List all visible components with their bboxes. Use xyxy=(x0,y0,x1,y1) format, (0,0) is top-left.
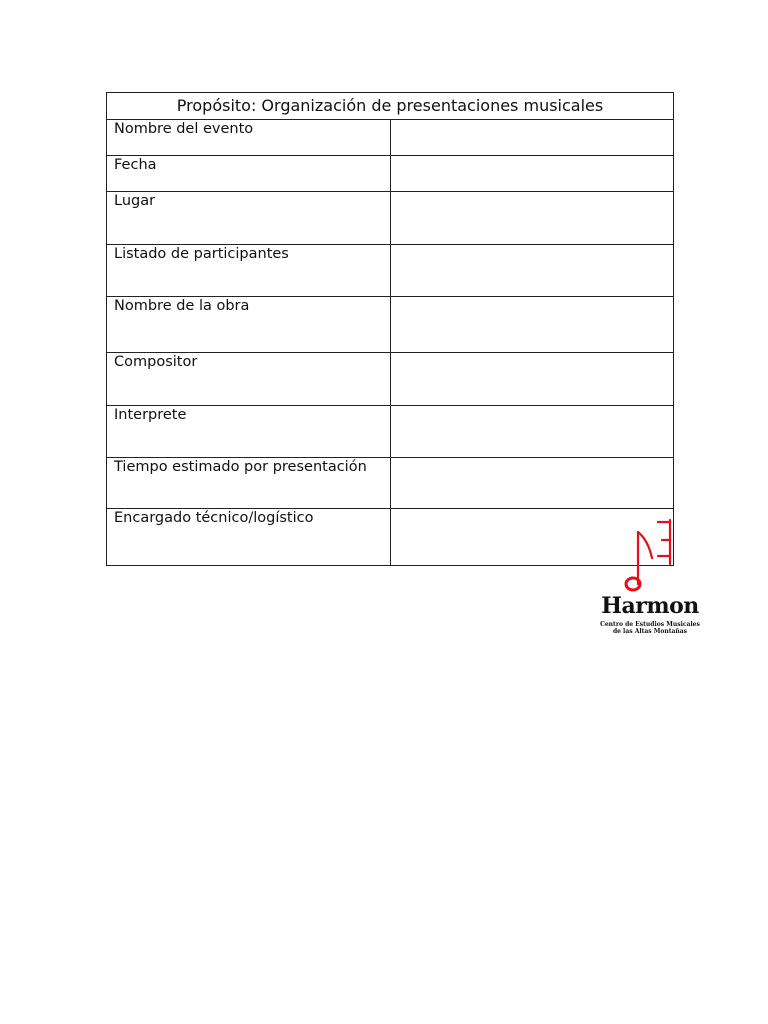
field-label-performer: Interprete xyxy=(107,406,391,458)
field-label-estimated-time: Tiempo estimado por presentación xyxy=(107,458,391,509)
form-row xyxy=(107,353,674,406)
music-note-icon xyxy=(620,518,676,594)
harmon-logo xyxy=(598,518,702,642)
field-value-work-name[interactable] xyxy=(390,297,674,353)
field-value-event-name[interactable] xyxy=(390,120,674,156)
form-row xyxy=(107,192,674,245)
field-value-participants[interactable] xyxy=(390,245,674,297)
logo-subtitle: de las Altas Montañas xyxy=(612,628,688,635)
field-label-place: Lugar xyxy=(107,192,391,245)
form-title: Propósito: Organización de presentaciones musicales xyxy=(107,93,674,120)
field-value-place[interactable] xyxy=(390,192,674,245)
field-label-event-name: Nombre del evento xyxy=(107,120,391,156)
form-row xyxy=(107,406,674,458)
form-row xyxy=(107,458,674,509)
form-row xyxy=(107,509,674,566)
logo-wordmark: Harmon xyxy=(601,593,699,619)
form-row xyxy=(107,245,674,297)
field-value-date[interactable] xyxy=(390,156,674,192)
field-label-participants: Listado de participantes xyxy=(107,245,391,297)
logo-subtitle: Centro de Estudios Musicales xyxy=(600,621,700,628)
field-value-estimated-time[interactable] xyxy=(390,458,674,509)
field-label-work-name: Nombre de la obra xyxy=(107,297,391,353)
field-value-composer[interactable] xyxy=(390,353,674,406)
form-title-row xyxy=(107,93,674,120)
presentation-form-table xyxy=(106,92,674,566)
field-label-composer: Compositor xyxy=(107,353,391,406)
field-label-date: Fecha xyxy=(107,156,391,192)
form-row xyxy=(107,156,674,192)
field-value-performer[interactable] xyxy=(390,406,674,458)
form-row xyxy=(107,120,674,156)
field-label-tech-manager: Encargado técnico/logístico xyxy=(107,509,391,566)
form-row xyxy=(107,297,674,353)
